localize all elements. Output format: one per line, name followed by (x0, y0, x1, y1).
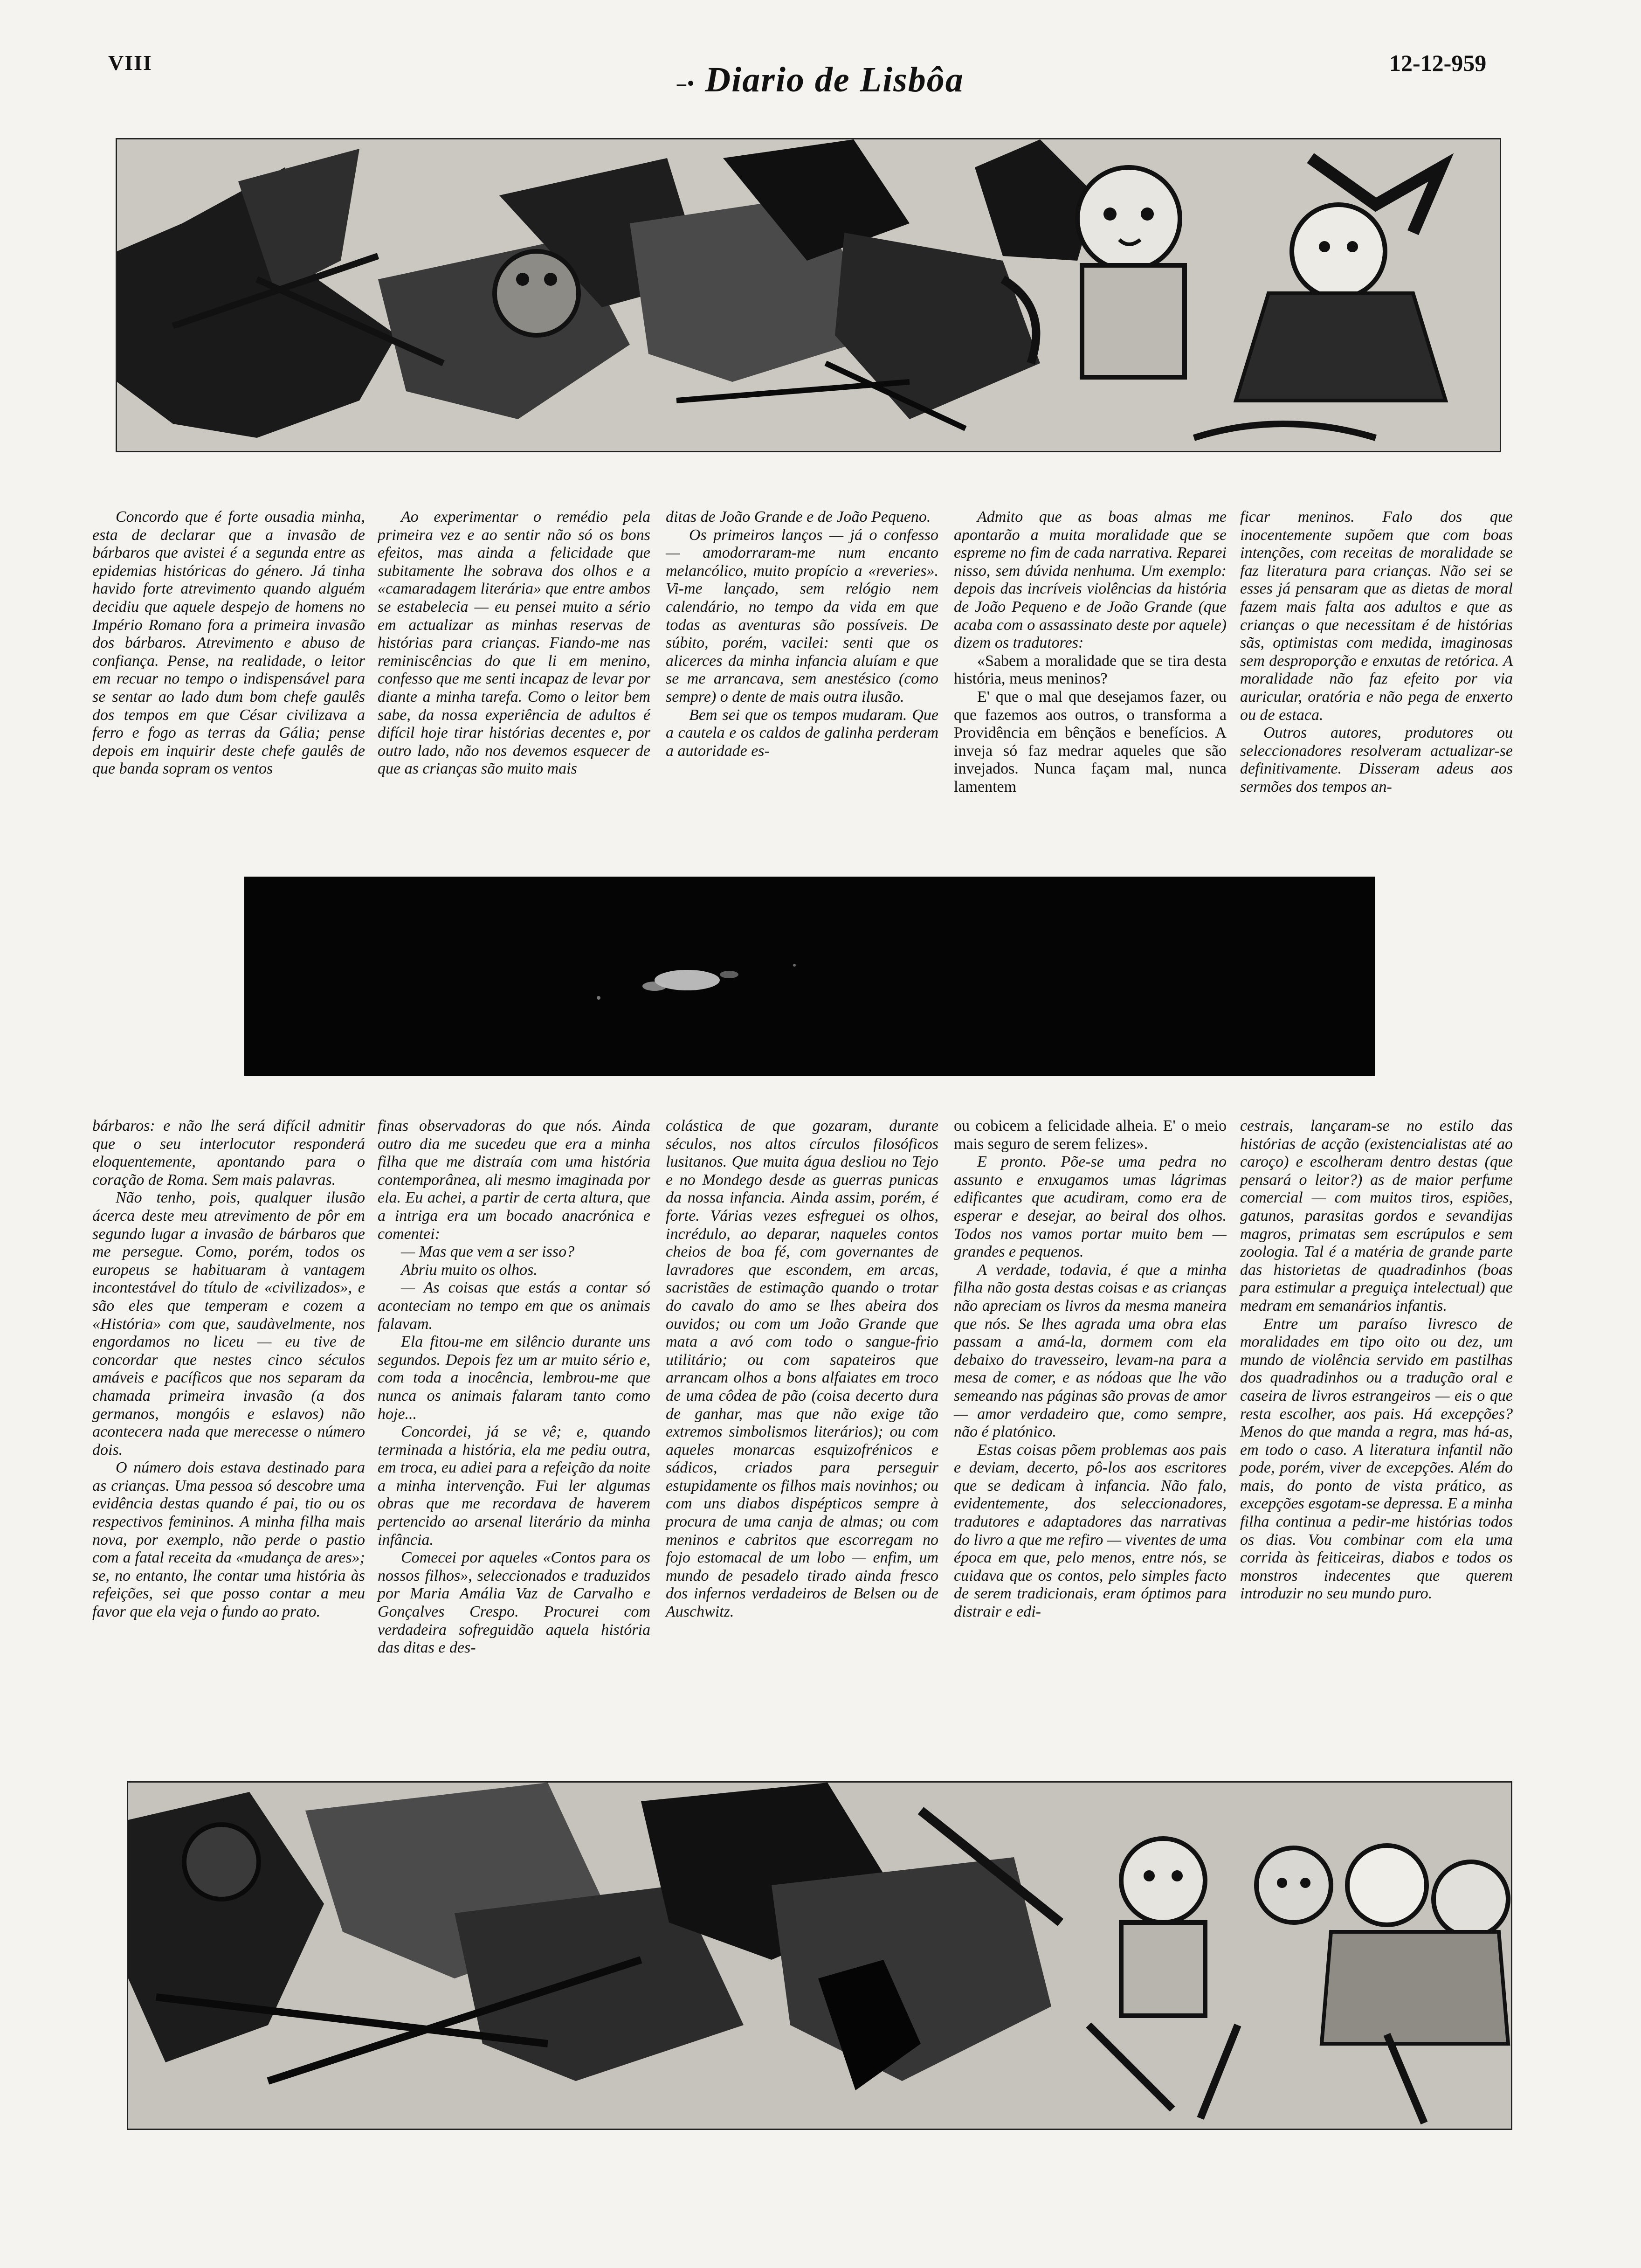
illustration-bottom-drawing (128, 1783, 1511, 2129)
title-dash-ornament: –• (677, 73, 695, 94)
paragraph: O número dois estava destinado para as crianças. Uma pessoa só descobre uma evidência destas quando é pai, tio ou os respectivos femininos. A minha filha mais nova, por exemplo, não perde o pastio com a fatal receita da «mudança de ares»; se, no entanto, lhe contar uma história às refeições, sei que posso contar a meu favor que ela veja o fundo ao prato. (92, 1459, 365, 1621)
page-number: VIII (108, 51, 152, 75)
paragraph: Concordo que é forte ousadia minha, esta de declarar que a invasão de bárbaros que avistei é a segunda entre as epidemias históricas do género. Já tinha havido forte atrevimento quando alguém decidiu que aquele despejo de homens no Império Romano fora a primeira invasão dos bárbaros. Atrevimento e abuso de confiança. Pense, na realidade, o leitor em recuar no tempo o indispensável para se sentar ao lado dum bom chefe gaulês dos tempos em que César civilizava a ferro e fogo as terras da Gália; pense depois em inquirir deste chefe gaulês de que banda sopram os ventos (92, 508, 365, 778)
paragraph: A verdade, todavia, é que a minha filha não gosta destas coisas e as crianças não apreciam os livros da mesma maneira que nós. Se lhes agrada uma obra elas passam a amá-la, dormem com ela debaixo do travesseiro, levam-na para a mesa de comer, e as nódoas que lhe vão semeando nas páginas são provas de amor — amor verdadeiro que, como sempre, não é platónico. (954, 1261, 1227, 1441)
article-column-2-upper (378, 508, 650, 778)
illustration-top-drawing (117, 139, 1500, 451)
article-column-1-lower (92, 1117, 365, 1621)
paragraph: colástica de que gozaram, durante séculos, nos altos círculos filosóficos lusitanos. Que muita água desliou no Tejo e no Mondego desde as guerras punicas da nossa infancia. Ainda assim, porém, é forte. Várias vezes esfreguei os olhos, incrédulo, ao deparar, naqueles contos cheios de boa fé, com governantes de lavradores que escondem, em arcas, sacristães de estimação quando o trotar do cavalo do amo se lhes abeira dos ouvidos; ou com um João Grande que mata a avó com todo o sangue-frio utilitário; ou com sapateiros que arrancam olhos a bons alfaiates em troco de uma côdea de pão (coisa decerto dura de ganhar, mas que não exige tão extremos simbolismos literários); ou com aqueles monarcas esquizofrénicos e sádicos, criados para perseguir estupidamente os filhos mais novinhos; ou com uns diabos dispépticos sempre à procura de uma canja de almas; ou com meninos e cabritos que escorregam no fojo estomacal de um lobo — enfim, um mundo de pesadelo tirado ainda fresco dos infernos verdadeiros de Belsen ou de Auschwitz. (666, 1117, 938, 1621)
paragraph: Bem sei que os tempos mudaram. Que a cautela e os caldos de galinha perderam a autoridade es- (666, 706, 938, 760)
article-column-3-upper (666, 508, 938, 760)
paragraph: Entre um paraíso livresco de moralidades em tipo oito ou dez, um mundo de violência servido em pastilhas dos quadradinhos ou a tradução oral e caseira de livros estrangeiros — eis o que resta escolher, aos pais. Há excepções? Menos do que manda a regra, mas há-as, em todo o caso. A literatura infantil não pode, porém, viver de excepções. Além do mais, do ponto de vista prático, as excepções esgotam-se depressa. E a minha filha continua a pedir-me histórias todos os dias. Vou combinar com ela uma corrida às feiticeiras, diabos e todos os monstros indecentes que querem introduzir no seu mundo puro. (1240, 1315, 1513, 1603)
paragraph: — Mas que vem a ser isso? (401, 1243, 575, 1261)
paragraph: Comecei por aqueles «Contos para os nossos filhos», seleccionados e traduzidos por Maria Amália Vaz de Carvalho e Gonçalves Crespo. Procurei com verdadeira sofreguidão aquela história das ditas e des- (378, 1549, 650, 1657)
illustration-bottom-devils-chase (127, 1781, 1512, 2130)
paragraph: Admito que as boas almas me apontarão a muita moralidade que se espreme no fim de cada narrativa. Reparei nisso, sem dúvida nenhuma. Um exemplo: depois das incríveis violências da história de João Pequeno e de João Grande (que acaba com o assassinato deste por aquele) dizem os tradutores: (954, 508, 1227, 652)
paragraph: ditas de João Grande e de João Pequeno. (666, 508, 931, 526)
paragraph: Estas coisas põem problemas aos pais e deviam, decerto, pô-los aos escritores que se dedicam à infancia. Não falo, evidentemente, dos seleccionadores, tradutores e adaptadores das narrativas do livro a que me refiro — viventes de uma época em que, pelo menos, entre nós, se cuidava que os contos, pelo simples facto de serem tradicionais, eram óptimos para distrair e edi- (954, 1441, 1227, 1621)
article-column-5-upper (1240, 508, 1513, 796)
paragraph: Concordei, já se vê; e, quando terminada a história, ela me pediu outra, em troca, eu adiei para a refeição da noite a minha intervenção. Fui ler algumas obras que me recordava de haverem pertencido ao arsenal literário da minha infância. (378, 1423, 650, 1549)
article-column-3-lower (666, 1117, 938, 1621)
photo-dark-strip-image (244, 877, 1375, 1076)
photo-dark-strip (244, 877, 1375, 1076)
newspaper-title-text: Diario de Lisbôa (705, 60, 964, 99)
paragraph: E pronto. Põe-se uma pedra no assunto e enxugamos umas lágrimas edificantes que acudiram, como era de esperar e desejar, ao beiral dos olhos. Todos nos vamos portar muito bem — grandes e pequenos. (954, 1153, 1227, 1261)
paragraph: ou cobicem a felicidade alheia. E' o meio mais seguro de serem felizes». (954, 1117, 1227, 1153)
article-column-2-lower (378, 1117, 650, 1657)
paragraph: ficar meninos. Falo dos que inocentemente supõem que com boas intenções, com receitas de moralidade se faz literatura para crianças. Não sei se esses já pensaram que as dietas de moral fazem mais falta aos adultos e que as crianças o que necessitam é de histórias sãs, optimistas com medida, imaginosas sem desproporção e enxutas de retórica. A moralidade não faz efeito por via auricular, oratória e não pega de enxerto ou de estaca. (1240, 508, 1513, 724)
article-column-4-lower (954, 1117, 1227, 1621)
publication-date: 12-12-959 (1389, 50, 1487, 76)
paragraph: finas observadoras do que nós. Ainda outro dia me sucedeu que era a minha filha que me distraía com uma história contemporânea, ali mesmo imaginada por ela. Eu achei, a partir de certa altura, que a intriga era um bocado anacrónica e comentei: (378, 1117, 650, 1243)
paragraph: Outros autores, produtores ou seleccionadores resolveram actualizar-se definitivamente. Disseram adeus aos sermões dos tempos an- (1240, 724, 1513, 795)
paragraph: — As coisas que estás a contar só aconteciam no tempo em que os animais falavam. (378, 1279, 650, 1333)
article-column-5-lower (1240, 1117, 1513, 1603)
paragraph: Não tenho, pois, qualquer ilusão ácerca deste meu atrevimento de pôr em segundo lugar a invasão de bárbaros que me persegue. Como, porém, todos os europeus se habituaram à vantagem incontestável do título de «civilizados», e são eles que temperam e cozem a «História» com que, saudàvelmente, nos engordamos no liceu — eu tive de concordar que nestes cinco séculos amáveis e pacíficos que nos separam da chamada primeira invasão (a dos germanos, mongóis e eslavos) não acontecera nada que merecesse o número dois. (92, 1189, 365, 1459)
paragraph: Abriu muito os olhos. (401, 1261, 538, 1279)
paragraph: Ela fitou-me em silêncio durante uns segundos. Depois fez um ar muito sério e, com toda a inocência, lembrou-me que nunca os animais falaram tanto como hoje... (378, 1333, 650, 1423)
paragraph: Os primeiros lanços — já o confesso — amodorraram-me num encanto melancólico, muito propício a «reveries». Vi-me lançado, sem relógio nem calendário, no tempo da vida em que todas as aventuras são possíveis. De súbito, porém, vacilei: senti que os alicerces da minha infancia aluíam e que se me arrancava, sem anestésico (como sempre) o dente de mais outra ilusão. (666, 526, 938, 705)
paragraph: «Sabem a moralidade que se tira desta história, meus meninos? (954, 652, 1227, 688)
paragraph: cestrais, lançaram-se no estilo das histórias de acção (existencialistas até ao caroço) e escolheram dentro destas (que pensará o leitor?) as de maior perfume comercial — com muitos tiros, espiões, gatunos, parasitas gordos e sevandijas magros, primatas sem escrúpulos e sem zoologia. Tal é a matéria de grande parte das historietas de quadradinhos (boas para estimular a preguiça intelectual) que medram em semanários infantis. (1240, 1117, 1513, 1314)
paragraph: E' que o mal que desejamos fazer, ou que fazemos aos outros, o transforma a Providência em bênçãos e benefícios. A inveja só faz medrar aqueles que são invejados. Nunca façam mal, nunca lamentem (954, 688, 1227, 795)
article-column-1-upper (92, 508, 365, 778)
paragraph: Ao experimentar o remédio pela primeira vez e ao sentir não só os bons efeitos, mas ainda a felicidade que subitamente lhe sobrava dos olhos e a «camaradagem literária» que entre ambos se estabelecia — eu pensei muito a sério em actualizar as minhas reservas de histórias para crianças. Fiando-me nas reminiscências do que li em menino, confesso que me senti incapaz de levar por diante a minha tarefa. Como o leitor bem sabe, da nossa experiência de adultos é difícil hoje tirar histórias decentes e, por outro lado, não nos devemos esquecer de que as crianças são muito mais (378, 508, 650, 778)
article-column-4-upper (954, 508, 1227, 796)
illustration-top-barbarian-chase (116, 138, 1501, 452)
masthead (0, 0, 1641, 121)
paragraph: bárbaros: e não lhe será difícil admitir que o seu interlocutor responderá eloquentemente, apontando para o coração de Roma. Sem mais palavras. (92, 1117, 365, 1189)
